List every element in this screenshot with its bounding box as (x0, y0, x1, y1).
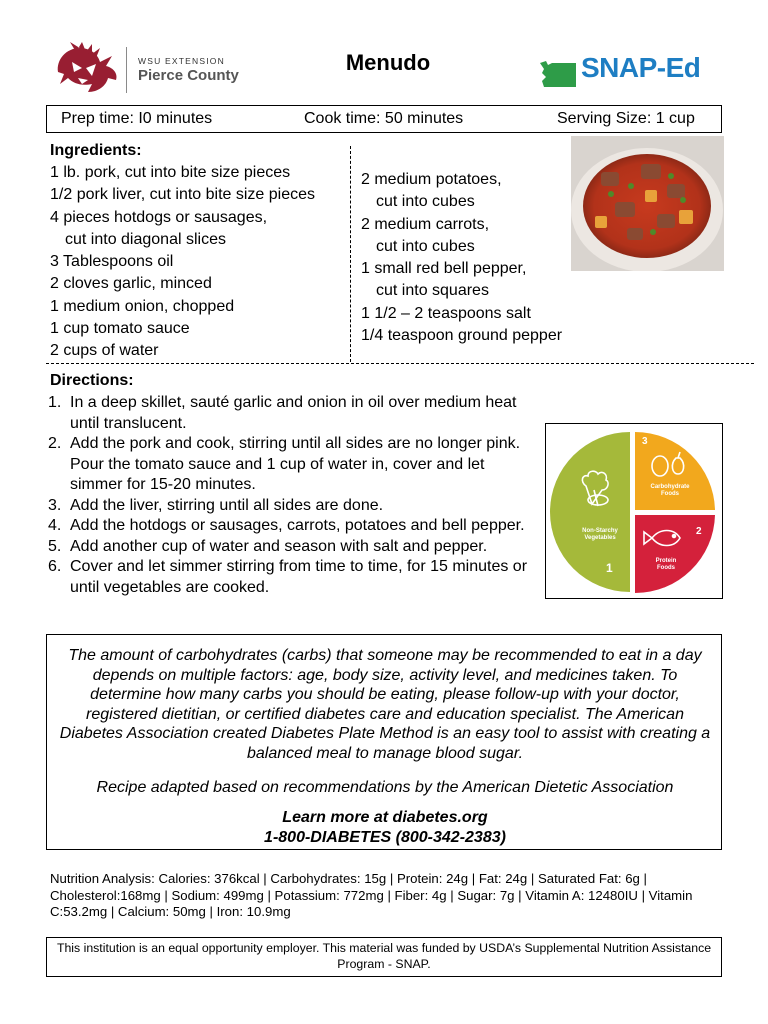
ingredient-item: 1 cup tomato sauce (50, 320, 190, 338)
logo-divider (126, 47, 127, 93)
direction-step (48, 393, 538, 434)
time-bar (46, 105, 722, 133)
ingredients-right-list (361, 169, 591, 347)
direction-step-text: Add the pork and cook, stirring until all sides are no longer pink. Pour the tomato sauce and 1 cup of water in, cover and let simmer for 15-20 minutes. (70, 435, 521, 493)
recipe-title: Menudo (345, 50, 431, 75)
ingredient-item: 1 1/2 – 2 teaspoons salt (361, 304, 531, 322)
column-divider (350, 146, 351, 362)
ingredient-item: cut into squares (376, 282, 489, 300)
washington-state-icon (538, 59, 578, 91)
plate-carb-label: Carbohydrate Foods (650, 484, 690, 497)
org-county-label: Pierce County (138, 67, 239, 84)
ingredient-item: cut into cubes (376, 237, 475, 255)
direction-step (48, 496, 538, 517)
learn-more-site[interactable]: Learn more at diabetes.org (282, 809, 488, 826)
serving-size: Serving Size: 1 cup (557, 110, 695, 127)
carb-info-box (46, 634, 722, 850)
plate-protein-label: Protein Foods (655, 558, 677, 571)
direction-step-text: Add the hotdogs or sausages, carrots, potatoes and bell pepper. (70, 517, 525, 534)
ingredient-item: 1 medium onion, chopped (50, 297, 235, 315)
direction-step (48, 557, 538, 598)
ingredient-item: 1/2 pork liver, cut into bite size pieces (50, 186, 316, 204)
ingredient-item: 2 medium carrots, (361, 215, 490, 233)
cook-time: Cook time: 50 minutes (304, 110, 464, 127)
snap-footer: This institution is an equal opportunity employer. This material was funded by USDA’s Supplemental Nutrition Assistance Program - SNAP. (46, 937, 722, 977)
diabetes-plate-box (545, 423, 723, 599)
ingredient-item: cut into diagonal slices (65, 230, 226, 248)
plate-protein-number: 2 (696, 526, 702, 537)
learn-more (55, 808, 715, 847)
ingredient-item: cut into cubes (376, 193, 475, 211)
nutrition-analysis: Nutrition Analysis: Calories: 376kcal | Carbohydrates: 15g | Protein: 24g | Fat: 24g | Saturated Fat: 6g | Cholesterol:168mg | Sodium: 499mg | Potassium: 772mg | Fiber: 4g | Sugar: 7g | Vitamin A: 12480IU | Vitamin C:53.2mg | Calcium: 50mg | Iron: 10.9mg (50, 871, 693, 919)
direction-step-text: Add the liver, stirring until all sides are done. (70, 496, 384, 514)
ingredient-item: 2 cups of water (50, 342, 159, 360)
snap-ed-logo: SNAP-Ed (581, 52, 701, 83)
plate-veg-half (550, 432, 630, 592)
ingredient-item: 2 cloves garlic, minced (50, 275, 212, 293)
direction-step-number: 6. (48, 558, 62, 575)
plate-protein-quarter (635, 515, 715, 593)
direction-step-number: 2. (48, 435, 62, 452)
recipe-adapted-note: Recipe adapted based on recommendations by the American Dietetic Association (96, 779, 674, 796)
directions-list (48, 393, 538, 598)
diabetes-plate-graphic (546, 424, 722, 598)
ingredients-left-list (50, 162, 346, 363)
ingredient-item: 3 Tablespoons oil (50, 253, 174, 271)
plate-veg-number: 1 (606, 561, 613, 575)
direction-step (48, 516, 538, 537)
direction-step-text: Add another cup of water and season with salt and pepper. (70, 537, 488, 555)
direction-step-text: Cover and let simmer stirring from time to time, for 15 minutes or until vegetables are cooked. (70, 558, 528, 596)
ingredient-item: 1/4 teaspoon ground pepper (361, 327, 563, 345)
direction-step-number: 3. (48, 496, 62, 514)
prep-time: Prep time: I0 minutes (61, 110, 213, 127)
menudo-dish-photo (571, 136, 724, 271)
org-small-label: WSU EXTENSION (138, 56, 225, 66)
direction-step-text: In a deep skillet, sauté garlic and onion in oil over medium heat until translucent. (70, 394, 517, 432)
ingredient-item: 2 medium potatoes, (361, 171, 502, 188)
plate-carb-number: 3 (642, 436, 648, 447)
direction-step-number: 4. (48, 517, 62, 534)
learn-more-phone: 1-800-DIABETES (800-342-2383) (264, 828, 506, 846)
direction-step (48, 434, 538, 496)
ingredients-heading: Ingredients: (50, 142, 142, 159)
direction-step-number: 1. (48, 394, 62, 411)
directions-heading: Directions: (50, 372, 134, 389)
direction-step (48, 537, 538, 558)
ingredient-item: 4 pieces hotdogs or sausages, (50, 208, 268, 226)
carb-info-text: The amount of carbohydrates (carbs) that someone may be recommended to eat in a day depends on multiple factors: age, body size, activity level, and medicines taken. To determine how many carbs you should be eating, please follow-up with your doctor, registered dietitian, or certified diabetes care and education specialist. The American Diabetes Association created Diabetes Plate Method is an easy tool to assist with creating a balanced meal to manage blood sugar. (59, 647, 711, 762)
ingredient-item: 1 lb. pork, cut into bite size pieces (50, 164, 291, 181)
plate-veg-label: Non-Starchy Vegetables (582, 528, 618, 541)
section-divider (46, 363, 754, 364)
ingredient-item: 1 small red bell pepper, (361, 260, 527, 278)
direction-step-number: 5. (48, 537, 62, 555)
